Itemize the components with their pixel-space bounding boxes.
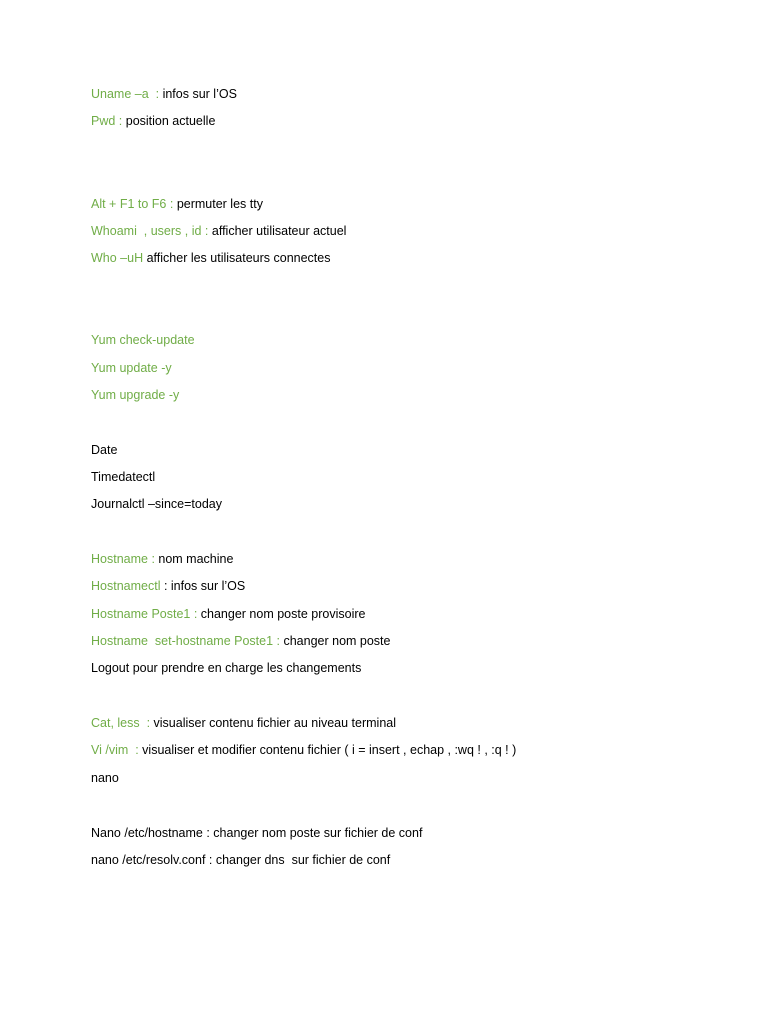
command-text: Cat, less : <box>91 716 154 730</box>
line-nano-resolv <box>91 852 390 868</box>
command-text: Pwd : <box>91 114 126 128</box>
line-date <box>91 442 117 458</box>
description-text: position actuelle <box>125 114 216 128</box>
command-text: Yum check-update <box>91 333 195 347</box>
command-text: Alt + F1 to F6 : <box>91 197 177 211</box>
description-text: visualiser et modifier contenu fichier ( i = insert , echap , :wq ! , :q ! ) <box>142 743 517 757</box>
description-text: afficher les utilisateurs connectes <box>146 251 331 265</box>
line-hostname <box>91 551 233 567</box>
line-alt-f1 <box>91 196 263 212</box>
description-text: Logout pour prendre en charge les changements <box>91 661 362 675</box>
line-nano <box>91 770 119 786</box>
command-text: Hostname Poste1 : <box>91 607 201 621</box>
line-nano-hostname <box>91 825 422 841</box>
description-text: infos sur l’OS <box>162 87 237 101</box>
command-text: Vi /vim : <box>91 743 143 757</box>
command-text: Hostnamectl <box>91 579 161 593</box>
command-text: Hostname set-hostname Poste1 : <box>91 634 284 648</box>
description-text: : infos sur l’OS <box>160 579 246 593</box>
description-text: changer nom poste provisoire <box>200 607 366 621</box>
description-text: afficher utilisateur actuel <box>211 224 347 238</box>
description-text: changer nom poste <box>283 634 391 648</box>
description-text: nom machine <box>158 552 234 566</box>
description-text: visualiser contenu fichier au niveau terminal <box>153 716 397 730</box>
line-yum-update <box>91 360 172 376</box>
command-text: Yum upgrade -y <box>91 388 180 402</box>
line-whoami <box>91 223 346 239</box>
command-text: Who –uH <box>91 251 147 265</box>
command-text: Hostname : <box>91 552 159 566</box>
description-text: permuter les tty <box>176 197 263 211</box>
line-cat-less <box>91 715 396 731</box>
line-yum-upgrade <box>91 387 179 403</box>
command-text: Whoami , users , id : <box>91 224 212 238</box>
line-pwd <box>91 113 215 129</box>
line-who <box>91 250 331 266</box>
command-text: Uname –a : <box>91 87 163 101</box>
line-hostname-poste1 <box>91 606 365 622</box>
line-yum-check-update <box>91 332 195 348</box>
line-timedatectl <box>91 469 155 485</box>
line-hostnamectl <box>91 578 245 594</box>
line-logout <box>91 660 361 676</box>
line-uname <box>91 86 237 102</box>
line-journalctl <box>91 496 222 512</box>
line-vi-vim <box>91 742 516 758</box>
description-text: nano /etc/resolv.conf : changer dns sur fichier de conf <box>91 853 391 867</box>
description-text: Timedatectl <box>91 470 156 484</box>
description-text: Date <box>91 443 118 457</box>
line-set-hostname <box>91 633 390 649</box>
description-text: Nano /etc/hostname : changer nom poste sur fichier de conf <box>91 826 423 840</box>
description-text: nano <box>91 771 119 785</box>
command-text: Yum update -y <box>91 361 172 375</box>
description-text: Journalctl –since=today <box>91 497 222 511</box>
